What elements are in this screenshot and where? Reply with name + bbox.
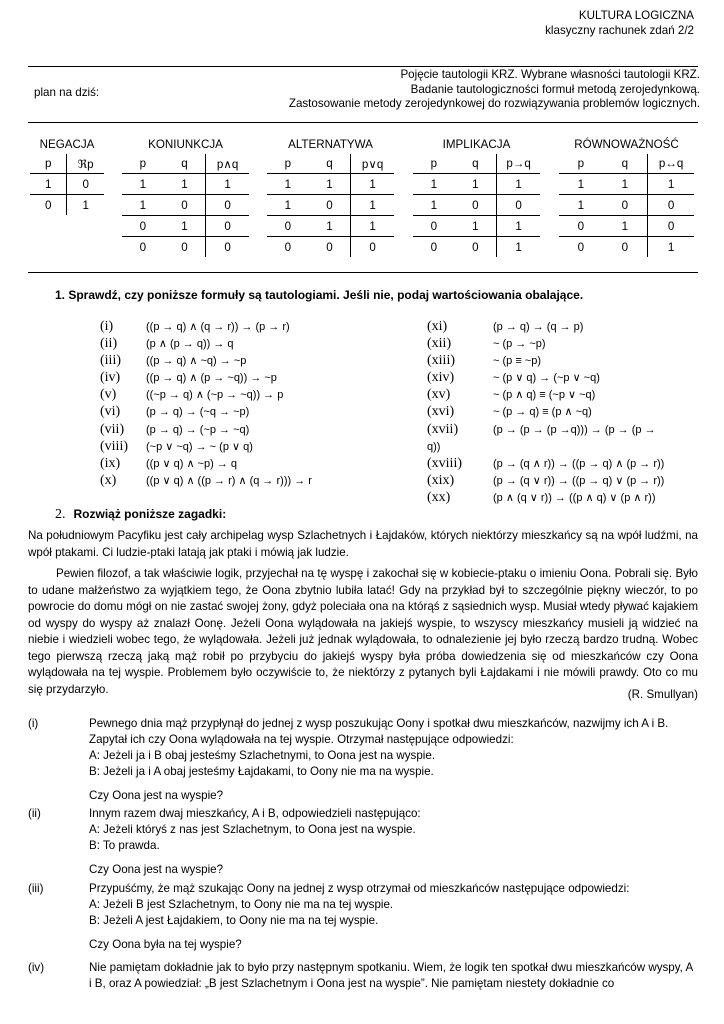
table-cell: 0 — [164, 195, 206, 216]
formula-item — [427, 472, 664, 489]
formula-item — [100, 403, 312, 420]
puzzle-text: A: Jeżeli ja i B obaj jesteśmy Szlachetnymi, to Oona jest na wyspie. — [89, 749, 436, 762]
exercise-number: 2. — [55, 507, 66, 522]
formula: ~ (p ∧ q) ≡ (~p ∨ ~q) — [493, 389, 596, 402]
table-cell: 0 — [559, 216, 603, 237]
formula-number: (x) — [100, 472, 117, 488]
formula: ~ (p ∨ q) → (~p ∨ ~q) — [493, 372, 600, 385]
table-cell: 0 — [267, 216, 309, 237]
table-cell: 1 — [122, 174, 164, 195]
table-title: ALTERNATYWA — [288, 138, 373, 151]
tables-rule — [28, 272, 698, 273]
table-cell: 1 — [497, 174, 540, 195]
plan-item: Badanie tautologiczności formuł metodą zerojedynkową. — [410, 82, 700, 96]
puzzle-text: B: Jeżeli ja i A obaj jesteśmy Łajdakami, to Oony nie ma na wyspie. — [89, 765, 434, 778]
formula-item — [100, 335, 312, 352]
formula-item — [427, 352, 664, 369]
truth-table-equivalence — [559, 138, 694, 257]
formula-number: (xviii) — [427, 455, 462, 471]
table-header: p→q — [497, 154, 540, 174]
formula: (p → (p → (p →q))) → (p → (p → — [493, 423, 656, 436]
formula-number: (iv) — [100, 370, 121, 386]
exercise-1-title: 1. Sprawdź, czy poniższe formuły są tautologiami. Jeśli nie, podaj wartościowania obalające. — [55, 288, 584, 302]
formula-number: (v) — [100, 387, 117, 403]
table-cell: 0 — [351, 237, 394, 258]
formula-item — [427, 421, 664, 438]
table-header: p↔q — [648, 154, 694, 174]
puzzle-text: A: Jeżeli B jest Szlachetnym, to Oony nie ma na tej wyspie. — [89, 898, 394, 911]
table-cell: 0 — [139, 240, 147, 254]
table-header: p∧q — [206, 154, 249, 174]
author-attribution: (R. Smullyan) — [627, 688, 698, 701]
formula: (p → (q ∨ r)) → ((p → q) ∨ (p → r)) — [493, 474, 665, 487]
table-cell: 1 — [309, 216, 351, 237]
table-cell: 0 — [67, 174, 104, 195]
formula-item — [100, 369, 312, 386]
puzzle-text: Pewnego dnia mąż przypłynął do jednej z wysp poszukując Oony i spotkał dwu mieszkańców, nazwijmy ich A i B. Zapytał ich czy Oona wylądowała na tej wyspie. Otrzymał następujące odpowiedzi: — [89, 717, 669, 746]
table-header: ℜp — [67, 154, 104, 174]
formula-item — [427, 489, 664, 506]
table-cell: 1 — [559, 195, 603, 216]
top-rule — [28, 66, 698, 67]
formula-item — [427, 438, 664, 455]
puzzle-item — [28, 806, 698, 878]
intro-paragraph: Na południowym Pacyfiku jest cały archipelag wysp Szlachetnych i Łajdaków, których niektórzy mieszkańcy są na wpół ludźmi, na wpół ptakami. Ci ludzie-ptaki latają jak ptaki i mówią jak ludzie. — [28, 529, 698, 559]
table-cell: 1 — [67, 195, 104, 216]
table-cell: 1 — [206, 174, 249, 195]
table-cell: 0 — [206, 237, 249, 258]
formula-number: (viii) — [100, 438, 128, 454]
formula: q)) — [427, 440, 441, 453]
truth-table-negation — [30, 138, 104, 215]
puzzle-item — [28, 881, 698, 953]
plan-rule — [28, 122, 698, 123]
formula-number: (xix) — [427, 472, 455, 488]
table-cell: 1 — [559, 174, 603, 195]
formula: (p ∧ (p → q)) → q — [146, 338, 234, 351]
formula: ((p → q) ∧ (p → ~q)) → ~p — [146, 372, 277, 385]
puzzle-number: (iii) — [28, 882, 44, 895]
table-header: q — [455, 154, 497, 174]
formula: (p → q) → (~q → ~p) — [146, 406, 250, 419]
table-header: p — [30, 154, 67, 174]
course-subtitle: klasyczny rachunek zdań 2/2 — [545, 24, 694, 37]
formula-number: (vii) — [100, 421, 125, 437]
formula-number: (vi) — [100, 404, 121, 420]
table-header: q — [603, 154, 648, 174]
table-cell: 0 — [206, 216, 249, 237]
table-cell: 0 — [648, 216, 694, 237]
puzzle-item — [28, 716, 698, 804]
table-cell: 0 — [44, 198, 52, 212]
formula-item — [100, 386, 312, 403]
table-cell: 1 — [267, 174, 309, 195]
table-cell: 1 — [164, 174, 206, 195]
table-cell: 0 — [326, 240, 333, 254]
puzzle-item — [28, 960, 698, 992]
table-cell: 0 — [206, 195, 249, 216]
puzzle-text: Przypuśćmy, że mąż szukając Oony na jednej z wysp otrzymał od mieszkańców następujące odpowiedzi: — [89, 882, 630, 895]
table-cell: 0 — [284, 240, 292, 254]
puzzle-text: A: Jeżeli któryś z nas jest Szlachetnym, to Oona jest na wyspie. — [89, 823, 416, 836]
formula-item — [100, 455, 312, 472]
story-paragraph: Pewien filozof, a tak właściwie logik, przyjechał na tę wyspę i zakochał się w kobiecie-ptaku o imieniu Oona. Pobrali się. Było to udane małżeństwo za wyjątkiem tego, że Oona zbytnio lubiła latać! Gdy na przykład był to szczególnie piękny wieczór, to po powrocie do domu mógł on nie zastać swojej żony, gdyż poleciała ona na którąś z sąsiednich wysp. Musiał wtedy pływać kajakiem od wyspy do wyspy aż znalazł Oonę. Jeżeli Oona wylądowała na jakiejś wyspie, to wszyscy mieszkańcy musieli ją widzieć na niebie i wiedzieli wobec tego, że wylądowała. Jeżeli już jednak wylądowała, to odnalezienie jej było rzeczą bardzo trudną. Wobec tego pierwszą rzeczą jaką mąż robił po przybyciu do jakiejś wyspy była próba dowiedzenia się od mieszkańców czy Oona wylądowała na tej wyspie. Problemem było oczywiście to, że niektórzy z pytanych byli Łajdakami i nie mówili prawdy. Oto co mu się przydarzyło. — [28, 567, 698, 696]
table-cell: 1 — [122, 195, 164, 216]
formula: ((p → q) ∧ (q → r)) → (p → r) — [146, 321, 290, 333]
table-header: p — [267, 154, 309, 174]
table-cell: 0 — [122, 216, 164, 237]
puzzle-text: Innym razem dwaj mieszkańcy, A i B, odpowiedzieli następująco: — [89, 807, 421, 820]
formula-number: (ii) — [100, 336, 118, 352]
table-title: KONIUNKCJA — [148, 138, 223, 151]
formula-number: (xiv) — [427, 370, 455, 386]
formula: ((~p → q) ∧ (~p → ~q)) → p — [146, 389, 284, 402]
truth-table-implication — [413, 138, 540, 257]
table-cell: 1 — [30, 174, 67, 195]
formula-item — [100, 318, 312, 335]
table-header: p — [122, 154, 164, 174]
plan-items — [289, 68, 700, 112]
table-cell: 1 — [351, 216, 394, 237]
table-title: RÓWNOWAŻNOŚĆ — [574, 138, 679, 151]
puzzle-text: B: Jeżeli A jest Łajdakiem, to Oony nie ma na tej wyspie. — [89, 914, 379, 927]
formula-item — [427, 386, 664, 403]
formula-number: (xvii) — [427, 421, 459, 437]
table-cell: 1 — [413, 195, 455, 216]
formula-list-left — [100, 318, 312, 489]
formula: ((p → q) ∧ ~q) → ~p — [146, 355, 247, 368]
table-header: q — [309, 154, 351, 174]
formula-number: (xx) — [427, 489, 451, 505]
plan-item: Pojęcie tautologii KRZ. Wybrane własności tautologii KRZ. — [400, 68, 700, 81]
formula: ~ (p → q) ≡ (p ∧ ~q) — [493, 406, 592, 419]
formula: (p → (q ∧ r)) → ((p → q) ∧ (p → r)) — [493, 457, 665, 470]
formula-item — [100, 421, 312, 438]
formula-number: (xvi) — [427, 404, 455, 420]
table-cell: 1 — [497, 237, 540, 258]
formula: (p → q) → (q → p) — [493, 321, 584, 333]
formula-list-right — [427, 318, 664, 506]
formula-item — [100, 352, 312, 369]
table-cell: 0 — [648, 195, 694, 216]
formula-item — [100, 438, 312, 455]
table-cell: 0 — [309, 195, 351, 216]
formula-number: (i) — [100, 319, 114, 334]
formula-item — [427, 335, 664, 352]
formula-number: (ix) — [100, 455, 121, 471]
table-cell: 1 — [603, 216, 648, 237]
table-cell: 1 — [455, 216, 497, 237]
table-header: p — [559, 154, 603, 174]
table-title: IMPLIKACJA — [442, 138, 511, 151]
truth-table-disjunction — [267, 138, 394, 257]
puzzle-text: B: To prawda. — [89, 839, 160, 852]
table-cell: 1 — [603, 174, 648, 195]
document-header — [545, 8, 694, 38]
puzzle-number: (iv) — [28, 961, 45, 974]
puzzle-question: Czy Oona jest na wyspie? — [89, 789, 224, 802]
formula: ~ (p → ~p) — [493, 338, 546, 351]
table-header: q — [164, 154, 206, 174]
table-cell: 1 — [413, 174, 455, 195]
formula: (p → q) → (~p → ~q) — [146, 423, 250, 436]
plan-item: Zastosowanie metody zerojedynkowej do rozwiązywania problemów logicznych. — [288, 97, 700, 110]
puzzle-text: Nie pamiętam dokładnie jak to było przy następnym spotkaniu. Wiem, że logik ten spotkał dwu mieszkańców wyspy, A i B, oraz A powiedział: „B jest Szlachetnym i Oona jest na wyspie”. Nie pamiętam niestety dokładnie co — [89, 961, 693, 990]
formula-item — [427, 369, 664, 386]
plan-label: plan na dziś: — [34, 86, 100, 99]
table-cell: 1 — [309, 174, 351, 195]
formula: (p ∧ (q ∨ r)) → ((p ∧ q) ∨ (p ∧ r)) — [493, 491, 656, 504]
table-cell: 1 — [648, 174, 694, 195]
course-title: KULTURA LOGICZNA — [578, 9, 694, 22]
formula: ((p ∨ q) ∧ ((p → r) ∧ (q → r))) → r — [146, 474, 312, 487]
puzzle-question: Czy Oona jest na wyspie? — [89, 863, 224, 876]
table-cell: 1 — [351, 195, 394, 216]
table-cell: 1 — [164, 216, 206, 237]
puzzle-question: Czy Oona była na tej wyspie? — [89, 938, 242, 951]
formula-number: (xv) — [427, 387, 451, 403]
table-header: p — [413, 154, 455, 174]
puzzle-number: (ii) — [28, 807, 41, 820]
formula: (~p ∨ ~q) → ~ (p ∨ q) — [146, 440, 253, 453]
formula-number: (xi) — [427, 319, 448, 334]
table-cell: 0 — [621, 240, 629, 254]
exercise-heading: Rozwiąż poniższe zagadki: — [73, 507, 227, 521]
table-cell: 1 — [267, 195, 309, 216]
formula-item — [427, 455, 664, 472]
table-cell: 0 — [603, 195, 648, 216]
table-cell: 0 — [497, 195, 540, 216]
formula-number: (iii) — [100, 353, 121, 369]
puzzle-number: (i) — [28, 717, 39, 730]
table-cell: 1 — [648, 237, 694, 258]
table-cell: 1 — [351, 174, 394, 195]
formula-item — [427, 318, 664, 335]
formula: ~ (p ≡ ~p) — [493, 355, 541, 368]
formula-item — [427, 403, 664, 420]
table-cell: 0 — [577, 240, 585, 254]
table-header: p∨q — [351, 154, 394, 174]
formula-number: (xiii) — [427, 353, 455, 369]
exercise-2-title — [55, 507, 226, 523]
table-cell: 1 — [497, 216, 540, 237]
truth-table-conjunction — [122, 138, 249, 257]
table-cell: 0 — [455, 195, 497, 216]
table-cell: 1 — [455, 174, 497, 195]
table-title: NEGACJA — [39, 138, 95, 151]
formula: ((p ∨ q) ∧ ~p) → q — [146, 457, 237, 470]
table-cell: 0 — [181, 240, 188, 254]
formula-item — [100, 472, 312, 489]
formula-number: (xii) — [427, 336, 452, 352]
table-cell: 0 — [413, 216, 455, 237]
table-cell: 0 — [472, 240, 479, 254]
table-cell: 0 — [430, 240, 438, 254]
